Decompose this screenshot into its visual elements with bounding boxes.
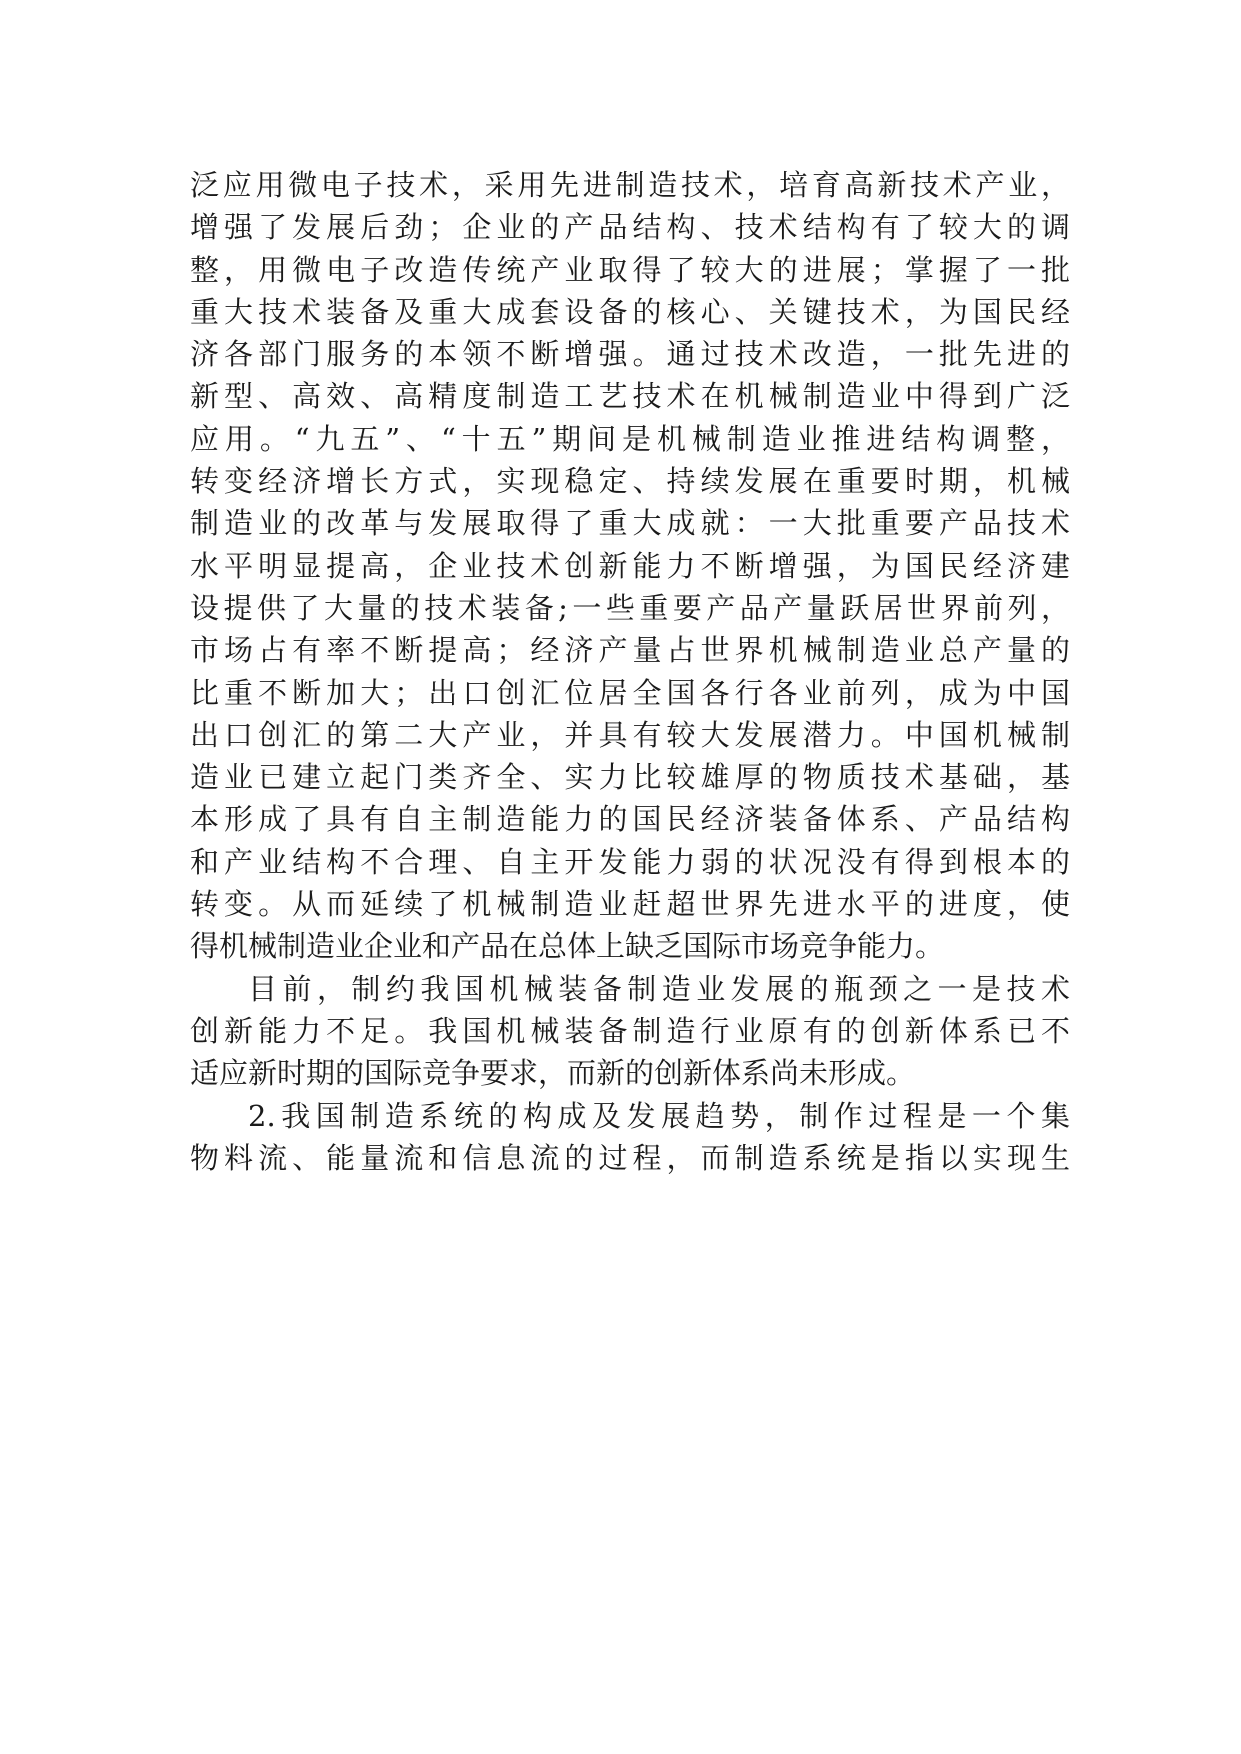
text-line: 物料流、能量流和信息流的过程，而制造系统是指以实现生 [190, 1140, 1070, 1175]
text-line: 重大技术装备及重大成套设备的核心、关键技术，为国民经 [190, 294, 1070, 329]
text-line: 创新能力不足。我国机械装备制造行业原有的创新体系已不 [190, 1013, 1070, 1048]
body-text [190, 164, 1070, 1179]
text-line: 转变。从而延续了机械制造业赶超世界先进水平的进度，使 [190, 887, 1070, 922]
text-line: 市场占有率不断提高；经济产量占世界机械制造业总产量的 [190, 633, 1070, 668]
text-line: 整，用微电子改造传统产业取得了较大的进展；掌握了一批 [190, 252, 1070, 287]
text-line: 2.我国制造系统的构成及发展趋势，制作过程是一个集 [248, 1098, 1070, 1133]
text-line: 增强了发展后劲；企业的产品结构、技术结构有了较大的调 [190, 210, 1070, 245]
text-line: 应用。“九五”、“十五”期间是机械制造业推进结构调整， [190, 421, 1070, 456]
text-line: 目前，制约我国机械装备制造业发展的瓶颈之一是技术 [248, 971, 1070, 1006]
text-line: 造业已建立起门类齐全、实力比较雄厚的物质技术基础，基 [190, 760, 1070, 795]
text-line: 得机械制造业企业和产品在总体上缺乏国际市场竞争能力。 [190, 929, 945, 964]
text-line: 设提供了大量的技术装备;一些重要产品产量跃居世界前列， [190, 590, 1070, 625]
text-line: 出口创汇的第二大产业，并具有较大发展潜力。中国机械制 [190, 717, 1070, 752]
text-line: 和产业结构不合理、自主开发能力弱的状况没有得到根本的 [190, 844, 1070, 879]
text-line: 本形成了具有自主制造能力的国民经济装备体系、产品结构 [190, 802, 1070, 837]
text-line: 比重不断加大；出口创汇位居全国各行各业前列，成为中国 [190, 675, 1070, 710]
text-line: 适应新时期的国际竞争要求，而新的创新体系尚未形成。 [190, 1056, 916, 1091]
text-line: 泛应用微电子技术，采用先进制造技术，培育高新技术产业， [190, 168, 1070, 202]
text-line: 水平明显提高，企业技术创新能力不断增强，为国民经济建 [190, 548, 1070, 583]
text-line: 制造业的改革与发展取得了重大成就：一大批重要产品技术 [190, 506, 1070, 541]
text-line: 转变经济增长方式，实现稳定、持续发展在重要时期，机械 [190, 464, 1070, 499]
text-line: 济各部门服务的本领不断增强。通过技术改造，一批先进的 [190, 337, 1070, 372]
text-line: 新型、高效、高精度制造工艺技术在机械制造业中得到广泛 [190, 379, 1070, 414]
